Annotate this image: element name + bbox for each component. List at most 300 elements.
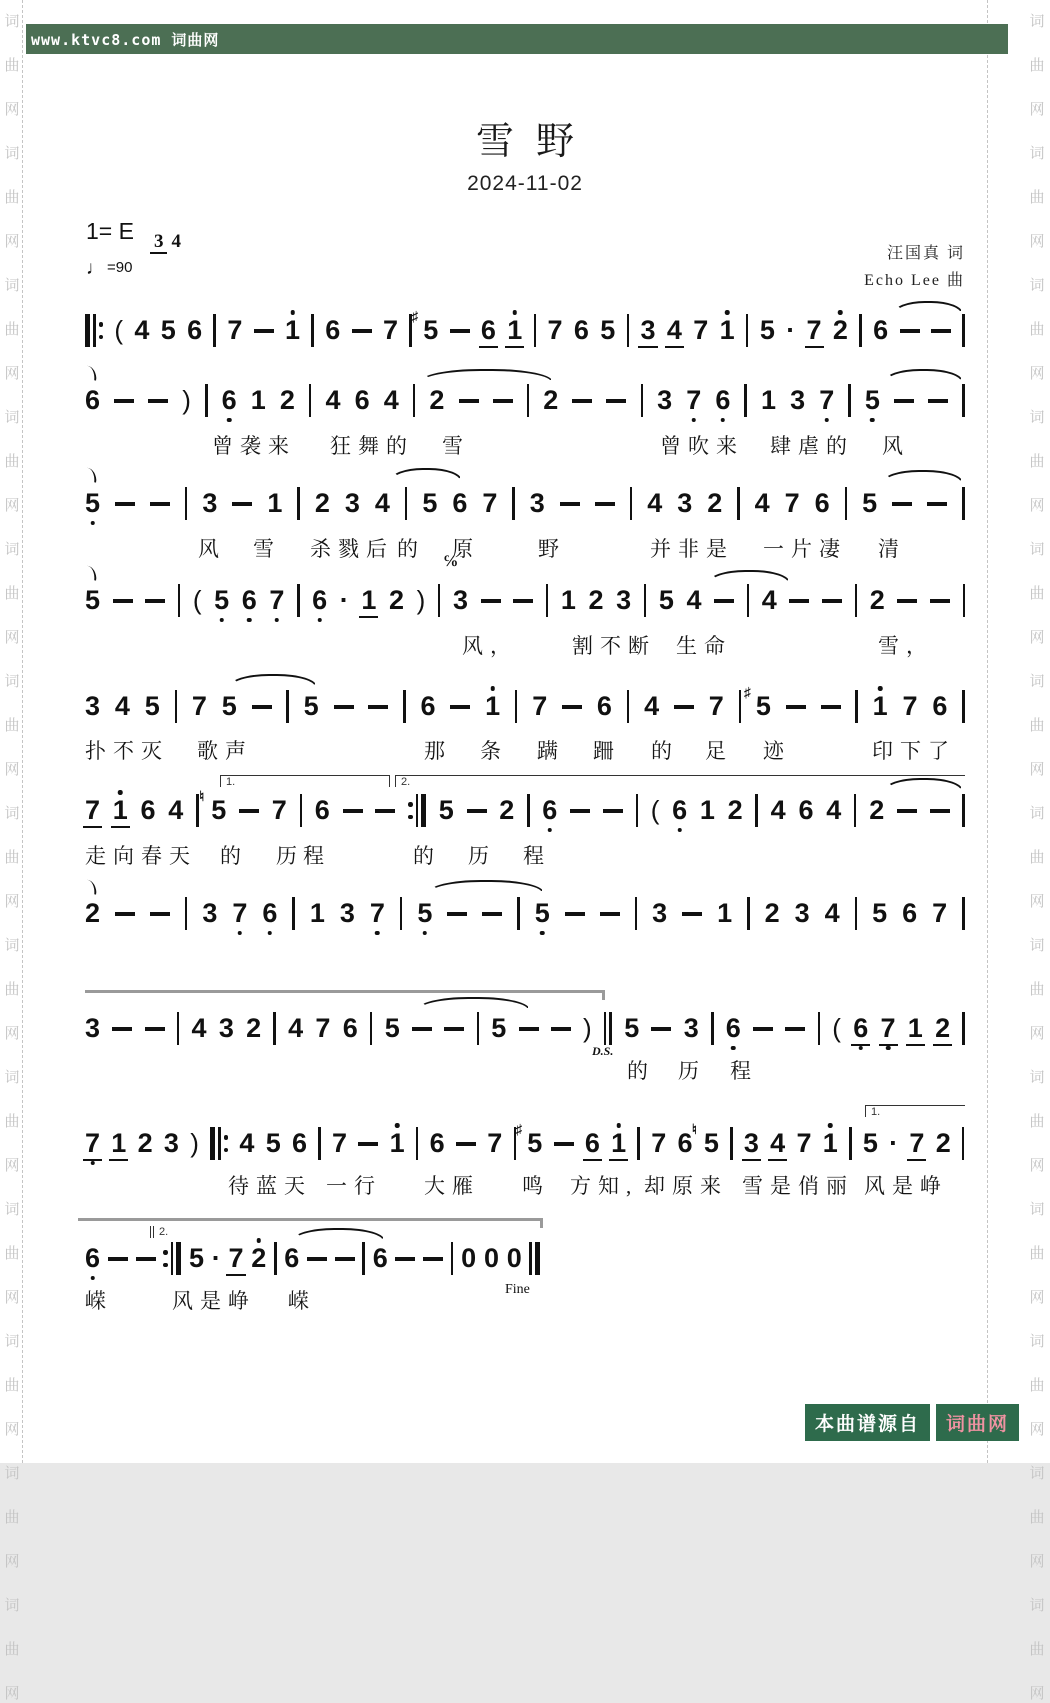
- octave-dot-above: [395, 1123, 400, 1128]
- dash-note: [600, 890, 620, 936]
- quarter-note-icon: ♩: [86, 258, 105, 279]
- date-label: 2024-11-02: [467, 172, 583, 195]
- note: 5 ♯: [515, 1121, 543, 1158]
- note: 2: [833, 307, 848, 353]
- note: 4: [754, 488, 770, 518]
- lyric: 程: [730, 1059, 758, 1083]
- augmentation-dot: ·: [339, 585, 349, 615]
- dash-note: [519, 1005, 539, 1051]
- parenthesis: ): [182, 385, 191, 415]
- note: 4: [647, 488, 663, 518]
- note: 5: [160, 315, 176, 345]
- octave-dot-above: [257, 1238, 262, 1243]
- note: 4: [239, 1128, 255, 1158]
- lyric: 历: [276, 844, 304, 868]
- barline: [848, 377, 851, 423]
- lyric: 生: [676, 634, 704, 658]
- barline: [711, 1005, 714, 1051]
- dash-note: [565, 890, 585, 936]
- barline: [962, 683, 965, 729]
- barline: [627, 683, 630, 729]
- barline: [854, 787, 857, 833]
- note: 3: [218, 1013, 234, 1043]
- footer-badge-source-text: 本曲谱源自: [805, 1404, 930, 1441]
- note: 4: [644, 691, 660, 721]
- barline: [512, 480, 515, 526]
- tie-arc: [229, 674, 317, 687]
- lyric: 嵘: [288, 1289, 316, 1313]
- score-system: [85, 577, 965, 623]
- barline: [637, 1120, 640, 1166]
- note: 0: [483, 1243, 499, 1273]
- barline: [297, 480, 300, 526]
- dash-note: [150, 480, 170, 526]
- watermark-char: 曲: [4, 982, 20, 998]
- note: 5: [600, 315, 616, 345]
- watermark-char: 曲: [4, 718, 20, 734]
- dash-note: [112, 1005, 132, 1051]
- watermark-char: 曲: [4, 1642, 20, 1658]
- dash-note: [753, 1005, 773, 1051]
- score-system: [85, 890, 965, 936]
- dash-note: [232, 480, 252, 526]
- tie-arc: [390, 468, 462, 481]
- note: 1: [285, 307, 300, 353]
- watermark-char: 词: [1029, 1334, 1045, 1350]
- note: 6: [542, 787, 557, 833]
- lyric: 扑不灭: [85, 739, 169, 763]
- barline: [529, 1235, 540, 1281]
- note: 5: [491, 1013, 507, 1043]
- barline: [318, 1120, 321, 1166]
- barline: [527, 787, 530, 833]
- note: 2: [499, 795, 515, 825]
- note: 2: [85, 898, 101, 928]
- octave-dot-below: [886, 1046, 891, 1051]
- watermark-char: 网: [4, 762, 20, 778]
- note: 4: [288, 1013, 304, 1043]
- note: 7: [708, 691, 724, 721]
- barline: [636, 787, 639, 833]
- lyric: 风是峥: [864, 1174, 948, 1198]
- note: 0: [461, 1243, 477, 1273]
- tie-continuation-mark: [83, 365, 97, 380]
- dash-note: [930, 577, 950, 623]
- watermark-char: 词: [4, 806, 20, 822]
- note: 2: [246, 1013, 262, 1043]
- lyric: 走向春天: [85, 844, 197, 868]
- dash-note: [651, 1005, 671, 1051]
- dash-note: [572, 377, 592, 423]
- key-label: 1= E: [86, 218, 134, 244]
- note: 1: [361, 577, 376, 623]
- score-system: [85, 377, 965, 423]
- dash-note: [444, 1005, 464, 1051]
- watermark-char: 词: [4, 1202, 20, 1218]
- watermark-char: 曲: [1029, 190, 1045, 206]
- score-system: [85, 1235, 540, 1281]
- note: 5: [384, 1013, 400, 1043]
- barline: [818, 1005, 821, 1051]
- note: 6: [814, 488, 830, 518]
- barline: [534, 307, 537, 353]
- octave-dot-below: [227, 418, 232, 423]
- time-signature: [150, 232, 185, 252]
- note: 7: [269, 577, 284, 623]
- dash-note: [928, 377, 948, 423]
- lyric: 足: [705, 739, 733, 763]
- note: 6: [342, 1013, 358, 1043]
- dash-note: [674, 683, 694, 729]
- dash-note: [423, 1235, 443, 1281]
- note: 4: [826, 795, 842, 825]
- dash-note: [551, 1005, 571, 1051]
- note: 3: [529, 488, 545, 518]
- tie-arc: [708, 570, 790, 583]
- barline: [746, 307, 749, 353]
- barline: [185, 890, 188, 936]
- augmentation-dot: ·: [786, 315, 796, 345]
- lyric: 的: [220, 844, 248, 868]
- lyric: 野: [538, 537, 566, 561]
- note: 1: [908, 1005, 923, 1051]
- lyric: 的: [397, 537, 425, 561]
- watermark-char: 词: [4, 1598, 20, 1614]
- note: 6: [873, 315, 889, 345]
- lyric: 跚: [593, 739, 621, 763]
- watermark-char: 词: [1029, 674, 1045, 690]
- note: 2: [251, 1235, 266, 1281]
- dash-note: [570, 787, 590, 833]
- watermark-char: 词: [4, 938, 20, 954]
- lyric: 割不断: [572, 634, 656, 658]
- watermark-char: 词: [4, 146, 20, 162]
- note: 3: [794, 898, 810, 928]
- score-system: [85, 787, 965, 833]
- tie-arc: [428, 880, 544, 893]
- watermark-char: 词: [4, 674, 20, 690]
- octave-dot-below: [548, 828, 553, 833]
- watermark-char: 词: [1029, 1070, 1045, 1086]
- note: 1: [507, 307, 522, 353]
- barline: [962, 1005, 965, 1051]
- note: 6: [429, 1128, 445, 1158]
- octave-dot-above: [290, 310, 295, 315]
- barline: [855, 683, 858, 729]
- note: 3: [85, 1013, 101, 1043]
- note: 5 ♮: [199, 788, 227, 825]
- octave-dot-below: [691, 418, 696, 423]
- note: 6: [372, 1243, 388, 1273]
- lyric: 的: [627, 1059, 655, 1083]
- dash-note: [239, 787, 259, 833]
- watermark-char: 网: [4, 1290, 20, 1306]
- note: 7: [482, 488, 498, 518]
- note: 6: [902, 898, 918, 928]
- watermark-char: 曲: [1029, 982, 1045, 998]
- time-signature-denominator: 4: [171, 231, 181, 252]
- lyric: 程: [523, 844, 551, 868]
- right-dashed-divider: [987, 0, 988, 1463]
- watermark-char: 网: [1029, 366, 1045, 382]
- octave-dot-above: [838, 310, 843, 315]
- volta-number: 1.: [226, 776, 236, 788]
- note: 4: [824, 898, 840, 928]
- accidental: ♯: [743, 684, 751, 700]
- note: 7: [881, 1005, 896, 1051]
- accidental: ♮: [691, 1121, 697, 1137]
- note: 6: [853, 1005, 868, 1051]
- watermark-char: 网: [1029, 762, 1045, 778]
- watermark-char: 曲: [1029, 322, 1045, 338]
- watermark-char: 词: [4, 1070, 20, 1086]
- note: 6: [726, 1005, 741, 1051]
- lyric: 却原来: [644, 1174, 728, 1198]
- watermark-char: 词: [1029, 1202, 1045, 1218]
- note: 7: [686, 377, 701, 423]
- score-system: [85, 683, 965, 729]
- barline: [413, 377, 416, 423]
- note: 7: [693, 315, 709, 345]
- dash-note: [335, 1235, 355, 1281]
- octave-dot-below: [219, 618, 224, 623]
- lyric: 曾吹来: [660, 434, 744, 458]
- tie-continuation-mark: [83, 565, 97, 580]
- note: 4: [770, 1120, 785, 1166]
- lyric: 历: [678, 1059, 706, 1083]
- barline: [962, 1120, 965, 1166]
- watermark-char: 曲: [1029, 1378, 1045, 1394]
- note: 6: [420, 691, 436, 721]
- parenthesis: (: [114, 315, 124, 345]
- note: 3: [744, 1120, 759, 1166]
- note: 7: [487, 1128, 503, 1158]
- watermark-char: 曲: [1029, 1114, 1045, 1130]
- barline: [205, 377, 208, 423]
- dash-note: [822, 577, 842, 623]
- lyric: 程: [303, 844, 331, 868]
- fine-label: Fine: [505, 1282, 530, 1297]
- barline: [641, 377, 644, 423]
- note: 5: [624, 1013, 640, 1043]
- barline: [627, 307, 630, 353]
- watermark-char: 曲: [1029, 718, 1045, 734]
- tie-arc: [882, 470, 963, 483]
- lyric: 杀戮后: [310, 537, 394, 561]
- note: 5: [862, 488, 878, 518]
- note: 7: [819, 377, 834, 423]
- dash-note: [892, 480, 912, 526]
- barline: [196, 787, 199, 833]
- watermark-char: 曲: [4, 586, 20, 602]
- volta-number: 1.: [871, 1106, 881, 1118]
- barline: [477, 1005, 480, 1051]
- watermark-char: 网: [1029, 894, 1045, 910]
- note: 7: [332, 1128, 348, 1158]
- note: 3: [344, 488, 360, 518]
- dash-note: [467, 787, 487, 833]
- note: 3: [202, 898, 218, 928]
- span-line: [78, 1218, 543, 1221]
- watermark-char: 曲: [4, 1246, 20, 1262]
- octave-dot-below: [375, 931, 380, 936]
- lyric: 的: [413, 844, 441, 868]
- dash-note: [595, 480, 615, 526]
- note: 7: [227, 315, 243, 345]
- volta-bracket: [395, 775, 965, 787]
- barline: [962, 377, 965, 423]
- watermark-char: 曲: [1029, 1510, 1045, 1526]
- score-system: [85, 1120, 965, 1166]
- dash-note: [789, 577, 809, 623]
- note: 6: [481, 307, 496, 353]
- octave-dot-below: [90, 521, 95, 526]
- score-system: [85, 1005, 965, 1051]
- barline: [405, 480, 408, 526]
- note: 6: [452, 488, 468, 518]
- barline: [286, 683, 289, 729]
- span-line: [85, 990, 605, 993]
- dash-note: [343, 787, 363, 833]
- watermark-char: 曲: [1029, 1246, 1045, 1262]
- tie-arc: [292, 1228, 385, 1241]
- barline: [362, 1235, 365, 1281]
- lyric: 并非是: [650, 537, 734, 561]
- lyric: 歌: [197, 739, 225, 763]
- barline: [962, 480, 965, 526]
- watermark-char: 网: [4, 1026, 20, 1042]
- volta-bracket: [220, 775, 390, 787]
- note: 7: [232, 890, 247, 936]
- note: 5: [872, 898, 888, 928]
- note: 4: [191, 1013, 207, 1043]
- note: 2: [707, 488, 723, 518]
- tie-arc: [417, 997, 530, 1010]
- dash-note: [252, 683, 272, 729]
- lyric: 印下了: [872, 739, 956, 763]
- note: 6: [262, 890, 277, 936]
- watermark-char: 网: [1029, 1158, 1045, 1174]
- tempo-marking: [86, 258, 132, 280]
- watermark-char: 词: [1029, 542, 1045, 558]
- dash-note: [493, 377, 513, 423]
- dash-note: [450, 683, 470, 729]
- barline: [311, 307, 314, 353]
- note: 5: [265, 1128, 281, 1158]
- note: 7: [315, 1013, 331, 1043]
- watermark-char: 网: [1029, 1026, 1045, 1042]
- dash-note: [115, 890, 135, 936]
- barline: [855, 577, 858, 623]
- note: 5: [422, 488, 438, 518]
- note: 1: [873, 683, 888, 729]
- note: 6: [284, 1243, 300, 1273]
- note: 6: [85, 1235, 100, 1281]
- note: 2: [869, 585, 885, 615]
- lyric: 狂舞的: [330, 434, 414, 458]
- dash-note: [714, 577, 734, 623]
- note: 5: [188, 1243, 204, 1273]
- barline: [163, 1235, 181, 1281]
- watermark-char: 网: [4, 1422, 20, 1438]
- note: 2: [588, 585, 604, 615]
- note: 2: [764, 898, 780, 928]
- tie-continuation-mark: [83, 467, 97, 482]
- note: 5: [144, 691, 160, 721]
- watermark-char: 网: [1029, 102, 1045, 118]
- lyric: 历: [468, 844, 496, 868]
- dash-note: [113, 577, 133, 623]
- barline: [175, 683, 178, 729]
- dash-note: [606, 377, 626, 423]
- lyric: 曾袭来: [212, 434, 296, 458]
- octave-dot-below: [238, 931, 243, 936]
- octave-dot-below: [721, 418, 726, 423]
- dash-note: [307, 1235, 327, 1281]
- accidental: ♯: [515, 1121, 523, 1137]
- lyric: 风是峥: [172, 1289, 256, 1313]
- watermark-char: 网: [1029, 630, 1045, 646]
- note: 7: [271, 795, 287, 825]
- note: 1: [699, 795, 715, 825]
- note: 6: [187, 315, 203, 345]
- note: 1: [250, 385, 266, 415]
- note: 6: [314, 795, 330, 825]
- barline: [408, 787, 426, 833]
- parenthesis: (: [192, 585, 202, 615]
- octave-dot-below: [731, 1046, 736, 1051]
- dash-note: [459, 377, 479, 423]
- note: 1: [717, 898, 733, 928]
- note: 7: [547, 315, 563, 345]
- dash-note: [450, 307, 470, 353]
- dash-note: [560, 480, 580, 526]
- barline: [635, 890, 638, 936]
- barline: [400, 890, 403, 936]
- barline: [177, 1005, 180, 1051]
- octave-dot-below: [247, 618, 252, 623]
- lyric: 嵘: [85, 1289, 113, 1313]
- note: 2: [314, 488, 330, 518]
- note: 6: [573, 315, 589, 345]
- watermark-char: 网: [4, 1686, 20, 1702]
- barline: [630, 480, 633, 526]
- lyric: 清: [878, 537, 906, 561]
- lyric: 命: [704, 634, 732, 658]
- octave-dot-below: [275, 618, 280, 623]
- barline: [859, 307, 862, 353]
- parenthesis: ): [583, 1013, 592, 1043]
- note: 7: [796, 1128, 812, 1158]
- tie-arc: [893, 301, 963, 314]
- dash-note: [368, 683, 388, 729]
- note: 7: [370, 890, 385, 936]
- octave-dot-below: [540, 931, 545, 936]
- dash-note: [447, 890, 467, 936]
- watermark-char: 词: [1029, 806, 1045, 822]
- barline: [178, 577, 181, 623]
- dash-note: [148, 377, 168, 423]
- lyric: 原: [452, 537, 480, 561]
- barline: [737, 480, 740, 526]
- watermark-char: 网: [1029, 1422, 1045, 1438]
- tie-continuation-mark: [83, 879, 97, 894]
- note: 2: [137, 1128, 153, 1158]
- site-watermark-text: www.ktvc8.com 词曲网: [31, 30, 220, 49]
- note: 5: [221, 691, 237, 721]
- dash-note: [395, 1235, 415, 1281]
- watermark-char: 词: [1029, 938, 1045, 954]
